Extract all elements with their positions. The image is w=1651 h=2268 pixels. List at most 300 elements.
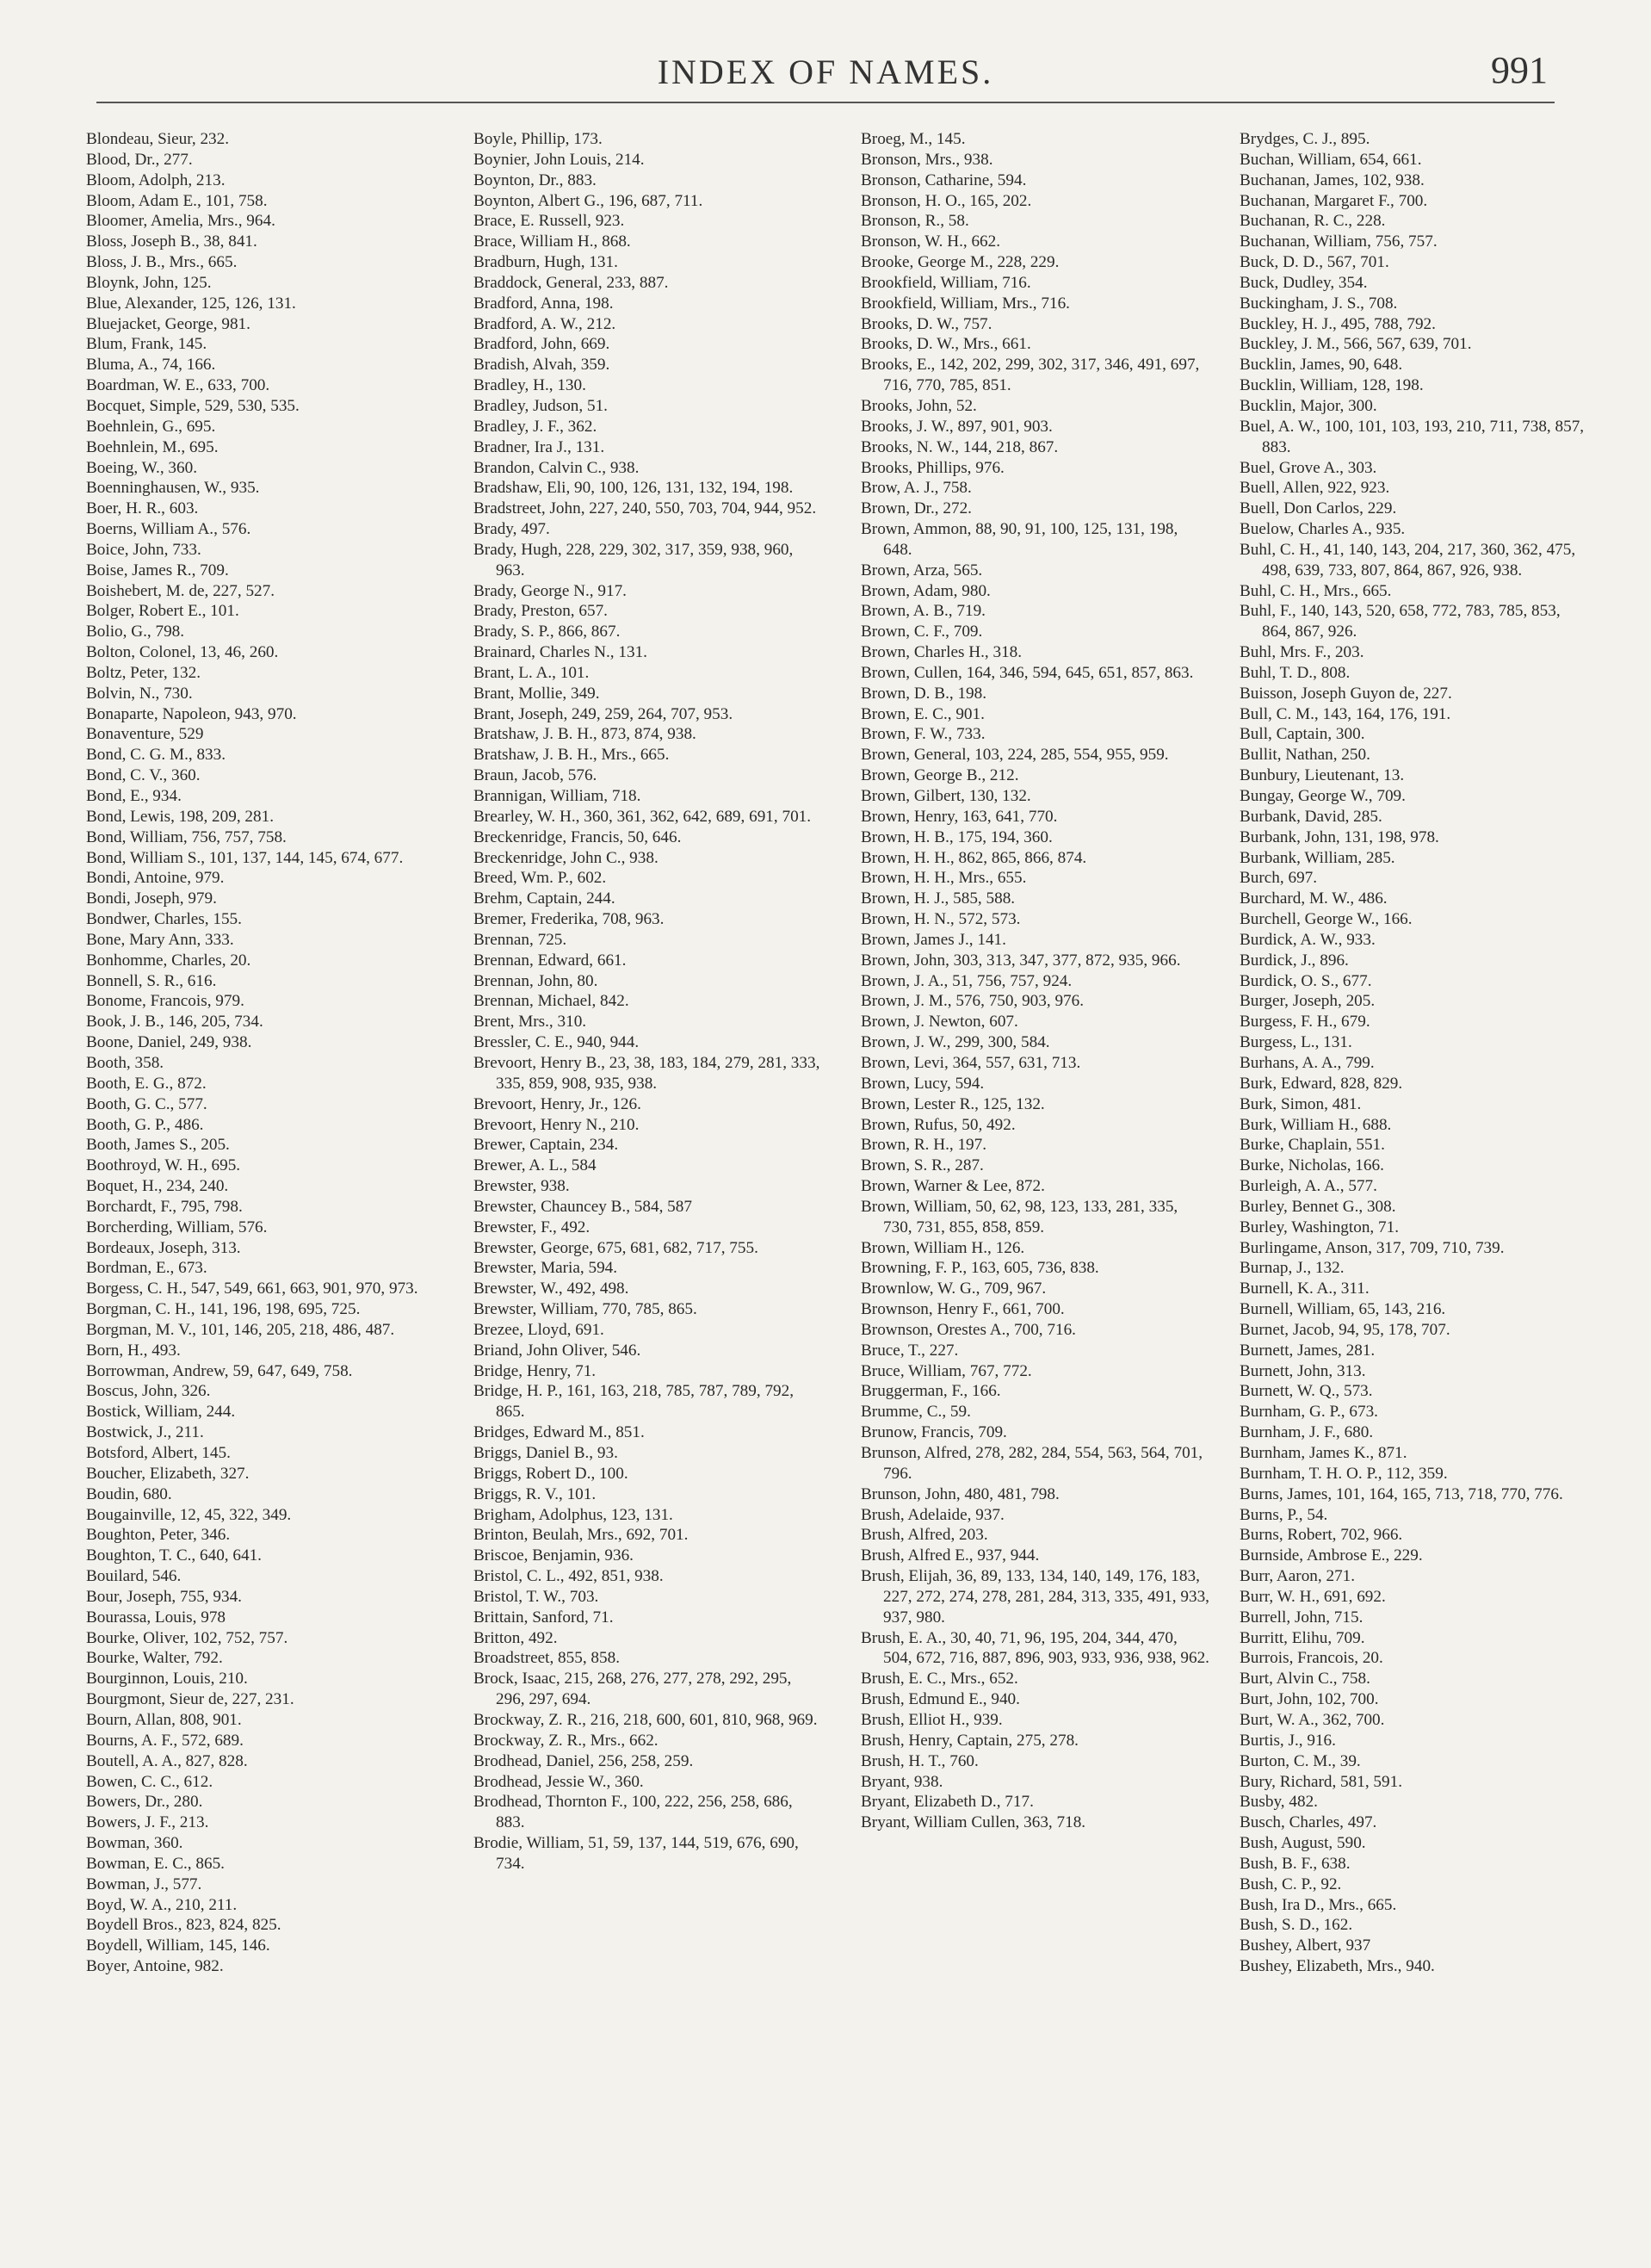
index-entry: Burk, Edward, 828, 829. [1240,1074,1403,1093]
index-entry: Bruce, T., 227. [861,1341,959,1360]
index-entry: Boerns, William A., 576. [86,520,251,539]
index-entry: Burton, C. M., 39. [1240,1751,1361,1770]
index-entry: Bone, Mary Ann, 333. [86,930,234,949]
index-entry: Botsford, Albert, 145. [86,1444,231,1462]
index-entry: Brush, E. A., 30, 40, 71, 96, 195, 204, 344, 470, 504, 672, 716, 887, 896, 903, 933, 936, 938, 962. [861,1628,1209,1668]
index-entry: Burgess, F. H., 679. [1240,1013,1370,1032]
index-entry: Burdick, J., 896. [1240,951,1349,970]
index-entry: Blood, Dr., 277. [86,150,193,169]
index-entry: Brodhead, Daniel, 256, 258, 259. [473,1751,694,1770]
index-entry: Burgess, L., 131. [1240,1033,1352,1052]
index-entry: Brigham, Adolphus, 123, 131. [473,1505,673,1524]
index-entry: Boynton, Dr., 883. [473,170,597,189]
index-entry: Briggs, R. V., 101. [473,1484,597,1503]
index-entry: Bond, C. V., 360. [86,766,201,785]
index-entry: Booth, G. P., 486. [86,1115,204,1134]
index-entry: Buisson, Joseph Guyon de, 227. [1240,684,1452,703]
index-column-4 [1240,129,1588,1977]
index-entry: Brown, A. B., 719. [861,602,986,621]
index-entry: Boucher, Elizabeth, 327. [86,1464,250,1483]
index-column-1 [86,129,435,1977]
index-entry: Brown, Henry, 163, 641, 770. [861,807,1058,826]
index-entry: Breckenridge, John C., 938. [473,848,659,867]
index-entry: Brady, Hugh, 228, 229, 302, 317, 359, 938, 960, 963. [473,540,794,579]
index-entry: Brooks, Phillips, 976. [861,458,1005,477]
index-entry: Buckley, H. J., 495, 788, 792. [1240,314,1436,333]
index-entry: Brant, Joseph, 249, 259, 264, 707, 953. [473,704,733,723]
index-entry: Brewster, William, 770, 785, 865. [473,1300,697,1319]
index-entry: Bostwick, J., 211. [86,1423,204,1442]
index-entry: Bungay, George W., 709. [1240,787,1406,805]
index-entry: Brown, H. J., 585, 588. [861,889,1016,908]
index-entry: Borgman, C. H., 141, 196, 198, 695, 725. [86,1300,361,1319]
index-entry: Burnell, K. A., 311. [1240,1280,1370,1298]
index-entry: Boehnlein, G., 695. [86,417,216,436]
index-entry: Bryant, 938. [861,1772,943,1791]
index-entry: Burrois, Francois, 20. [1240,1649,1383,1668]
index-entry: Buell, Allen, 922, 923. [1240,479,1390,498]
index-entry: Bradley, H., 130. [473,376,586,395]
index-entry: Brown, Ammon, 88, 90, 91, 100, 125, 131, 198, 648. [861,520,1178,559]
index-entry: Brehm, Captain, 244. [473,889,615,908]
index-entry: Burr, Aaron, 271. [1240,1567,1356,1586]
index-entry: Brunow, Francis, 709. [861,1423,1007,1442]
index-entry: Brevoort, Henry B., 23, 38, 183, 184, 279, 281, 333, 335, 859, 908, 935, 938. [473,1053,820,1093]
index-entry: Bondi, Antoine, 979. [86,869,225,888]
index-entry: Brady, George N., 917. [473,581,627,600]
index-entry: Brown, J. W., 299, 300, 584. [861,1033,1050,1052]
page-header [95,49,1556,103]
index-entry: Bucklin, William, 128, 198. [1240,376,1424,395]
index-entry: Boydell, William, 145, 146. [86,1936,270,1955]
index-entry: Burt, John, 102, 700. [1240,1690,1379,1709]
index-entry: Bruce, William, 767, 772. [861,1361,1032,1380]
index-entry: Brant, Mollie, 349. [473,684,600,703]
index-entry: Boutell, A. A., 827, 828. [86,1751,248,1770]
index-entry: Bucklin, James, 90, 648. [1240,356,1403,375]
index-entry: Braun, Jacob, 576. [473,766,597,785]
index-entry: Brady, Preston, 657. [473,602,608,621]
index-entry: Bristol, T. W., 703. [473,1587,599,1606]
index-entry: Brooks, John, 52. [861,396,977,415]
index-entry: Busby, 482. [1240,1793,1318,1812]
index-entry: Brown, Adam, 980. [861,581,991,600]
index-entry: Burnet, Jacob, 94, 95, 178, 707. [1240,1320,1450,1339]
index-entry: Brown, James J., 141. [861,930,1006,949]
index-entry: Briggs, Robert D., 100. [473,1464,628,1483]
index-entry: Burley, Bennet G., 308. [1240,1197,1396,1216]
index-entry: Bourginnon, Louis, 210. [86,1670,248,1689]
index-entry: Bush, August, 590. [1240,1834,1366,1853]
index-entry: Buhl, C. H., Mrs., 665. [1240,581,1392,600]
index-entry: Brown, J. Newton, 607. [861,1013,1018,1032]
index-entry: Brown, R. H., 197. [861,1136,987,1155]
index-entry: Burger, Joseph, 205. [1240,992,1376,1011]
index-entry: Bradford, A. W., 212. [473,314,616,333]
index-entry: Burlingame, Anson, 317, 709, 710, 739. [1240,1238,1505,1257]
index-entry: Burnham, J. F., 680. [1240,1423,1374,1442]
index-entry: Brown, Charles H., 318. [861,643,1023,662]
index-entry: Brooks, J. W., 897, 901, 903. [861,417,1053,436]
index-entry: Brown, F. W., 733. [861,725,986,744]
index-entry: Brydges, C. J., 895. [1240,130,1370,148]
running-title: INDEX OF NAMES. [657,53,994,91]
index-entry: Brant, L. A., 101. [473,663,590,682]
index-entry: Brandon, Calvin C., 938. [473,458,640,477]
index-entry: Buhl, Mrs. F., 203. [1240,643,1364,662]
index-entry: Brittain, Sanford, 71. [473,1608,614,1627]
index-entry: Bronson, Mrs., 938. [861,150,993,169]
index-entry: Burdick, A. W., 933. [1240,930,1376,949]
index-entry: Boquet, H., 234, 240. [86,1177,229,1196]
index-entry: Brennan, 725. [473,930,567,949]
index-entry: Bourn, Allan, 808, 901. [86,1710,242,1729]
index-entry: Bunbury, Lieutenant, 13. [1240,766,1405,785]
index-entry: Brown, Cullen, 164, 346, 594, 645, 651, 857, 863. [861,663,1194,682]
index-entry: Bond, William S., 101, 137, 144, 145, 674, 677. [86,848,404,867]
index-entry: Booth, G. C., 577. [86,1094,207,1113]
index-entry: Brunson, Alfred, 278, 282, 284, 554, 563, 564, 701, 796. [861,1444,1203,1483]
index-entry: Buckley, J. M., 566, 567, 639, 701. [1240,335,1472,354]
index-entry: Bruggerman, F., 166. [861,1382,1001,1401]
index-columns [0,129,1651,2268]
index-entry: Borgess, C. H., 547, 549, 661, 663, 901, 970, 973. [86,1280,418,1298]
index-entry: Burns, James, 101, 164, 165, 713, 718, 770, 776. [1240,1484,1563,1503]
index-entry: Boyle, Phillip, 173. [473,130,603,148]
index-entry: Burke, Nicholas, 166. [1240,1156,1384,1175]
index-entry: Brennan, Michael, 842. [473,992,629,1011]
index-entry: Brownson, Henry F., 661, 700. [861,1300,1065,1319]
index-entry: Bordman, E., 673. [86,1259,207,1278]
index-entry: Buelow, Charles A., 935. [1240,520,1406,539]
header-rule [96,102,1555,103]
index-entry: Boynier, John Louis, 214. [473,150,645,169]
index-entry: Buchanan, James, 102, 938. [1240,170,1425,189]
index-entry: Burk, Simon, 481. [1240,1094,1362,1113]
index-entry: Bull, Captain, 300. [1240,725,1365,744]
index-entry: Bonnell, S. R., 616. [86,971,217,990]
index-entry: Bronson, H. O., 165, 202. [861,191,1032,210]
index-entry: Brady, 497. [473,520,550,539]
index-entry: Bouilard, 546. [86,1567,182,1586]
index-entry: Bonome, Francois, 979. [86,992,244,1011]
index-entry: Burchell, George W., 166. [1240,910,1413,929]
index-entry: Bushey, Albert, 937 [1240,1936,1371,1955]
index-entry: Bradshaw, Eli, 90, 100, 126, 131, 132, 194, 198. [473,479,794,498]
index-entry: Bronson, W. H., 662. [861,232,1001,251]
index-entry: Brodhead, Thornton F., 100, 222, 256, 258, 686, 883. [473,1793,793,1832]
index-entry: Brownson, Orestes A., 700, 716. [861,1320,1076,1339]
index-entry: Brush, Henry, Captain, 275, 278. [861,1731,1079,1750]
index-entry: Boscus, John, 326. [86,1382,211,1401]
index-entry: Bonaventure, 529 [86,725,204,744]
index-entry: Bowman, J., 577. [86,1875,202,1893]
index-entry: Brown, H. H., Mrs., 655. [861,869,1027,888]
index-entry: Burbank, David, 285. [1240,807,1382,826]
index-entry: Boydell Bros., 823, 824, 825. [86,1916,281,1935]
index-entry: Bristol, C. L., 492, 851, 938. [473,1567,664,1586]
index-entry: Buckingham, J. S., 708. [1240,294,1398,313]
index-entry: Blue, Alexander, 125, 126, 131. [86,294,296,313]
index-entry: Brewster, Chauncey B., 584, 587 [473,1197,692,1216]
index-entry: Bull, C. M., 143, 164, 176, 191. [1240,704,1451,723]
index-entry: Bloynk, John, 125. [86,273,212,292]
index-entry: Brown, H. B., 175, 194, 360. [861,827,1053,846]
index-entry: Briscoe, Benjamin, 936. [473,1546,634,1565]
index-entry: Bluma, A., 74, 166. [86,356,216,375]
index-entry: Busch, Charles, 497. [1240,1813,1377,1832]
index-entry: Boehnlein, M., 695. [86,437,219,456]
index-entry: Brooks, D. W., Mrs., 661. [861,335,1031,354]
index-entry: Burt, Alvin C., 758. [1240,1670,1370,1689]
index-entry: Booth, E. G., 872. [86,1074,207,1093]
index-entry: Brown, J. M., 576, 750, 903, 976. [861,992,1085,1011]
index-entry: Bratshaw, J. B. H., Mrs., 665. [473,746,670,765]
index-entry: Brannigan, William, 718. [473,787,641,805]
index-entry: Burnside, Ambrose E., 229. [1240,1546,1423,1565]
index-entry: Britton, 492. [473,1628,558,1647]
index-entry: Brown, Lester R., 125, 132. [861,1094,1045,1113]
index-entry: Bridge, Henry, 71. [473,1361,597,1380]
index-entry: Brown, Arza, 565. [861,561,983,579]
index-entry: Bremer, Frederika, 708, 963. [473,910,665,929]
index-column-3 [861,129,1209,1833]
index-entry: Brooks, D. W., 757. [861,314,992,333]
index-entry: Boudin, 680. [86,1484,172,1503]
index-entry: Burbank, John, 131, 198, 978. [1240,827,1439,846]
index-entry: Bowers, J. F., 213. [86,1813,209,1832]
index-entry: Bluejacket, George, 981. [86,314,250,333]
index-entry: Boise, James R., 709. [86,561,229,579]
index-entry: Brush, H. T., 760. [861,1751,979,1770]
index-entry: Brewer, Captain, 234. [473,1136,619,1155]
index-entry: Brush, Elijah, 36, 89, 133, 134, 140, 149, 176, 183, 227, 272, 274, 278, 281, 284, 313, 335, 491, 933, 937, 980. [861,1567,1209,1627]
index-entry: Bloss, Joseph B., 38, 841. [86,232,257,251]
index-entry: Brush, Elliot H., 939. [861,1710,1003,1729]
index-entry: Blum, Frank, 145. [86,335,207,354]
index-entry: Bush, C. P., 92. [1240,1875,1342,1893]
index-entry: Broeg, M., 145. [861,130,966,148]
index-entry: Burrell, John, 715. [1240,1608,1363,1627]
index-entry: Bowman, 360. [86,1834,183,1853]
index-entry: Burns, Robert, 702, 966. [1240,1526,1403,1545]
index-entry: Burnham, T. H. O. P., 112, 359. [1240,1464,1448,1483]
index-entry: Brennan, John, 80. [473,971,598,990]
index-entry: Bond, William, 756, 757, 758. [86,827,287,846]
index-entry: Bradley, J. F., 362. [473,417,597,436]
index-entry: Brush, Edmund E., 940. [861,1690,1020,1709]
index-entry: Brumme, C., 59. [861,1403,971,1422]
index-entry: Briand, John Oliver, 546. [473,1341,641,1360]
index-entry: Buel, A. W., 100, 101, 103, 193, 210, 711, 738, 857, 883. [1240,417,1585,456]
index-entry: Bond, Lewis, 198, 209, 281. [86,807,274,826]
index-entry: Burke, Chaplain, 551. [1240,1136,1385,1155]
index-entry: Brown, J. A., 51, 756, 757, 924. [861,971,1073,990]
index-entry: Bratshaw, J. B. H., 873, 874, 938. [473,725,696,744]
index-entry: Bourassa, Louis, 978 [86,1608,226,1627]
index-entry: Brewster, W., 492, 498. [473,1280,629,1298]
index-entry: Boenninghausen, W., 935. [86,479,260,498]
index-entry: Bush, Ira D., Mrs., 665. [1240,1895,1397,1914]
index-entry: Burr, W. H., 691, 692. [1240,1587,1386,1606]
index-entry: Bushey, Elizabeth, Mrs., 940. [1240,1957,1435,1976]
index-entry: Brewster, George, 675, 681, 682, 717, 755. [473,1238,758,1257]
index-entry: Brush, E. C., Mrs., 652. [861,1670,1018,1689]
index-entry: Burnett, John, 313. [1240,1361,1366,1380]
index-entry: Bolvin, N., 730. [86,684,193,703]
index-entry: Boishebert, M. de, 227, 527. [86,581,275,600]
index-entry: Briggs, Daniel B., 93. [473,1444,618,1462]
index-entry: Buchanan, William, 756, 757. [1240,232,1438,251]
index-entry: Brown, Warner & Lee, 872. [861,1177,1045,1196]
index-entry: Brewster, Maria, 594. [473,1259,618,1278]
index-entry: Brown, E. C., 901. [861,704,985,723]
index-entry: Bourke, Walter, 792. [86,1649,223,1668]
index-entry: Brush, Alfred E., 937, 944. [861,1546,1040,1565]
index-entry: Boardman, W. E., 633, 700. [86,376,270,395]
index-entry: Bond, C. G. M., 833. [86,746,226,765]
index-entry: Bury, Richard, 581, 591. [1240,1772,1403,1791]
index-entry: Borrowman, Andrew, 59, 647, 649, 758. [86,1361,353,1380]
index-entry: Bronson, Catharine, 594. [861,170,1027,189]
index-entry: Borcherding, William, 576. [86,1218,268,1236]
index-column-2 [473,129,822,1875]
index-entry: Burt, W. A., 362, 700. [1240,1710,1385,1729]
index-entry: Brush, Alfred, 203. [861,1526,988,1545]
index-entry: Bostick, William, 244. [86,1403,236,1422]
index-entry: Breckenridge, Francis, 50, 646. [473,827,682,846]
index-entry: Brevoort, Henry N., 210. [473,1115,640,1134]
index-entry: Burtis, J., 916. [1240,1731,1336,1750]
index-entry: Buhl, F., 140, 143, 520, 658, 772, 783, 785, 853, 864, 867, 926. [1240,602,1561,641]
index-entry: Bourns, A. F., 572, 689. [86,1731,244,1750]
index-entry: Booth, James S., 205. [86,1136,230,1155]
index-entry: Brewer, A. L., 584 [473,1156,597,1175]
index-entry: Burnett, James, 281. [1240,1341,1376,1360]
index-entry: Burk, William H., 688. [1240,1115,1392,1134]
index-entry: Borchardt, F., 795, 798. [86,1197,243,1216]
index-entry: Brevoort, Henry, Jr., 126. [473,1094,641,1113]
index-entry: Bloss, J. B., Mrs., 665. [86,253,238,272]
index-entry: Brunson, John, 480, 481, 798. [861,1484,1060,1503]
index-entry: Brownlow, W. G., 709, 967. [861,1280,1047,1298]
index-entry: Brady, S. P., 866, 867. [473,623,621,641]
index-entry: Brezee, Lloyd, 691. [473,1320,604,1339]
index-entry: Born, H., 493. [86,1341,181,1360]
index-entry: Bowen, C. C., 612. [86,1772,213,1791]
index-entry: Burnap, J., 132. [1240,1259,1345,1278]
index-entry: Bradish, Alvah, 359. [473,356,610,375]
index-entry: Bradford, Anna, 198. [473,294,614,313]
index-entry: Brewster, F., 492. [473,1218,591,1236]
index-entry: Borgman, M. V., 101, 146, 205, 218, 486, 487. [86,1320,395,1339]
index-entry: Buchanan, R. C., 228. [1240,212,1386,231]
index-entry: Brown, Dr., 272. [861,499,972,518]
index-entry: Burbank, William, 285. [1240,848,1395,867]
index-entry: Bolio, G., 798. [86,623,185,641]
index-entry: Brainard, Charles N., 131. [473,643,647,662]
index-entry: Bradner, Ira J., 131. [473,437,605,456]
index-entry: Burch, 697. [1240,869,1318,888]
index-entry: Bradstreet, John, 227, 240, 550, 703, 704, 944, 952. [473,499,817,518]
index-entry: Burchard, M. W., 486. [1240,889,1388,908]
index-entry: Brent, Mrs., 310. [473,1013,587,1032]
index-entry: Buchan, William, 654, 661. [1240,150,1422,169]
index-entry: Brearley, W. H., 360, 361, 362, 642, 689, 691, 701. [473,807,812,826]
index-entry: Bloom, Adolph, 213. [86,170,226,189]
index-entry: Burnell, William, 65, 143, 216. [1240,1300,1446,1319]
index-entry: Brennan, Edward, 661. [473,951,627,970]
index-entry: Bryant, Elizabeth D., 717. [861,1793,1034,1812]
index-entry: Burnett, W. Q., 573. [1240,1382,1373,1401]
index-entry: Bourke, Oliver, 102, 752, 757. [86,1628,288,1647]
index-entry: Bougainville, 12, 45, 322, 349. [86,1505,292,1524]
index-entry: Buel, Grove A., 303. [1240,458,1377,477]
index-entry: Bush, B. F., 638. [1240,1854,1351,1873]
index-entry: Bucklin, Major, 300. [1240,396,1377,415]
index-entry: Buhl, C. H., 41, 140, 143, 204, 217, 360, 362, 475, 498, 639, 733, 807, 864, 867, 926, 938. [1240,540,1576,579]
index-entry: Broadstreet, 855, 858. [473,1649,620,1668]
index-entry: Bronson, R., 58. [861,212,969,231]
index-entry: Brewster, 938. [473,1177,570,1196]
index-entry: Bullit, Nathan, 250. [1240,746,1370,765]
index-entry: Bocquet, Simple, 529, 530, 535. [86,396,300,415]
index-entry: Bressler, C. E., 940, 944. [473,1033,640,1052]
index-entry: Buhl, T. D., 808. [1240,663,1351,682]
index-entry: Brown, H. H., 862, 865, 866, 874. [861,848,1087,867]
index-entry: Blondeau, Sieur, 232. [86,130,230,148]
index-entry: Buell, Don Carlos, 229. [1240,499,1397,518]
index-entry: Boeing, W., 360. [86,458,197,477]
index-entry: Bonaparte, Napoleon, 943, 970. [86,704,297,723]
index-entry: Brookfield, William, 716. [861,273,1031,292]
index-entry: Brockway, Z. R., Mrs., 662. [473,1731,659,1750]
index-entry: Brooks, E., 142, 202, 299, 302, 317, 346, 491, 697, 716, 770, 785, 851. [861,356,1200,395]
index-entry: Burdick, O. S., 677. [1240,971,1372,990]
index-entry: Booth, 358. [86,1053,164,1072]
index-entry: Boone, Daniel, 249, 938. [86,1033,252,1052]
index-entry: Burnham, G. P., 673. [1240,1403,1378,1422]
index-entry: Boice, John, 733. [86,540,201,559]
index-entry: Bordeaux, Joseph, 313. [86,1238,241,1257]
index-entry: Bradford, John, 669. [473,335,610,354]
index-entry: Bloomer, Amelia, Mrs., 964. [86,212,275,231]
index-entry: Brockway, Z. R., 216, 218, 600, 601, 810, 968, 969. [473,1710,818,1729]
index-entry: Brow, A. J., 758. [861,479,972,498]
index-entry: Brown, C. F., 709. [861,623,983,641]
index-entry: Brown, William H., 126. [861,1238,1025,1257]
index-entry: Buchanan, Margaret F., 700. [1240,191,1428,210]
index-entry: Bond, E., 934. [86,787,182,805]
index-entry: Brodhead, Jessie W., 360. [473,1772,644,1791]
index-entry: Bourgmont, Sieur de, 227, 231. [86,1690,294,1709]
index-entry: Book, J. B., 146, 205, 734. [86,1013,263,1032]
index-entry: Burnham, James K., 871. [1240,1444,1407,1462]
index-entry: Brown, Rufus, 50, 492. [861,1115,1016,1134]
index-entry: Brown, Levi, 364, 557, 631, 713. [861,1053,1081,1072]
index-entry: Brown, S. R., 287. [861,1156,984,1175]
index-entry: Bridges, Edward M., 851. [473,1423,645,1442]
index-entry: Braddock, General, 233, 887. [473,273,669,292]
index-entry: Boynton, Albert G., 196, 687, 711. [473,191,703,210]
index-entry: Boltz, Peter, 132. [86,663,201,682]
index-entry: Boughton, T. C., 640, 641. [86,1546,262,1565]
index-entry: Burleigh, A. A., 577. [1240,1177,1377,1196]
index-entry: Brinton, Beulah, Mrs., 692, 701. [473,1526,689,1545]
index-entry: Bridge, H. P., 161, 163, 218, 785, 787, 789, 792, 865. [473,1382,795,1422]
page-number: 991 [1491,49,1548,91]
index-entry: Brush, Adelaide, 937. [861,1505,1005,1524]
